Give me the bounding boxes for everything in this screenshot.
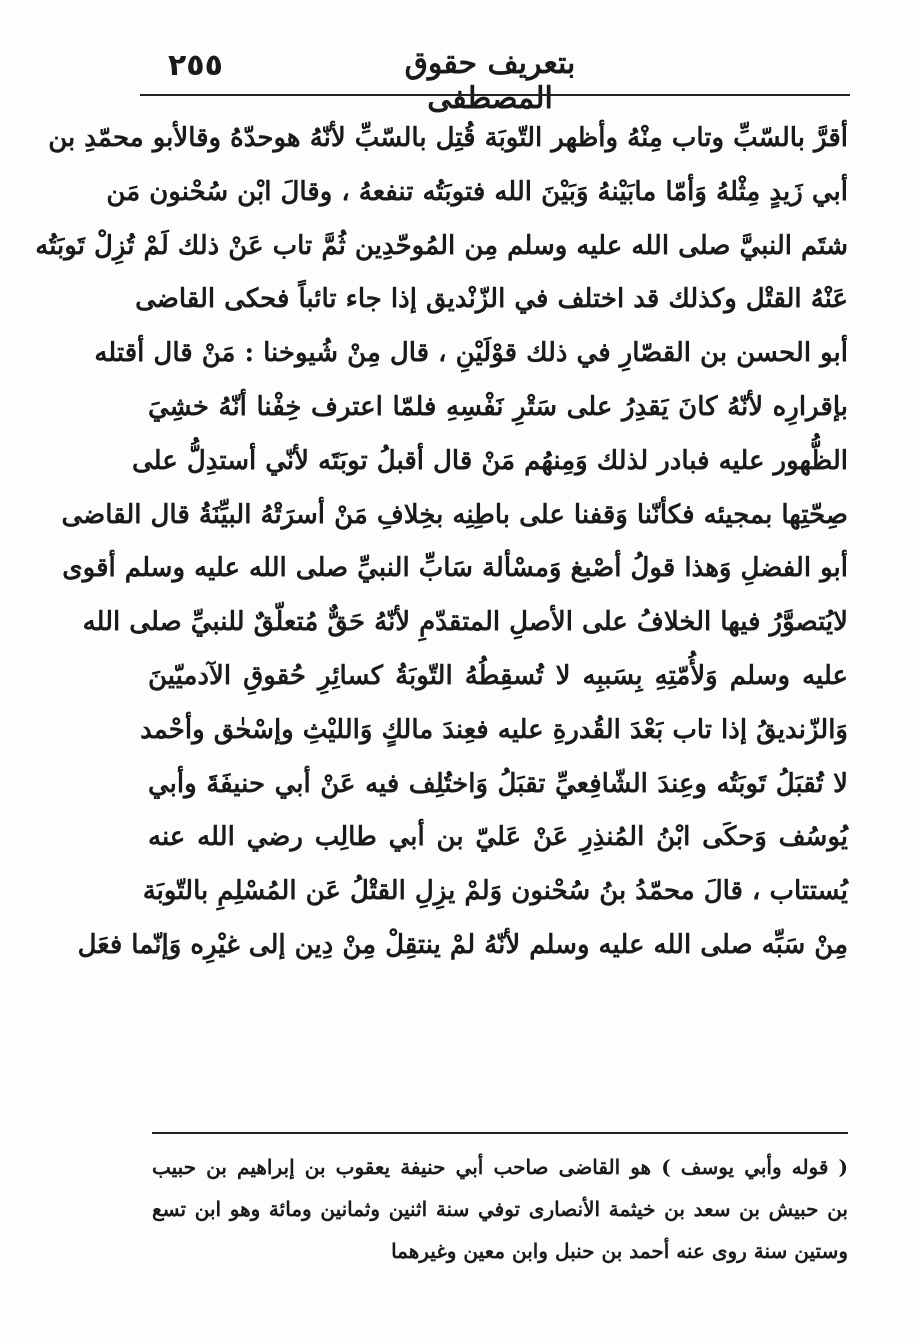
text-line: أبو الحسن بن القصّارِ في ذلك قوْلَيْنِ ، قال مِنْ شُيوخنا : مَنْ قال أقتله (94, 338, 848, 369)
text-line: يُوسُف وَحكَى ابْنُ المُنذِرِ عَنْ عَليّ بن أبي طالِب رضي الله عنه (148, 822, 848, 853)
text-line: لايُتصوَّرُ فيها الخلافُ على الأصلِ المتقدّمِ لأنّهُ حَقٌّ مُتعلّقٌ للنبيِّ صلى الله (82, 607, 848, 638)
text-line: عَنْهُ القتْل وكذلك قد اختلف في الزّنْديق إذا جاء تائباً فحكى القاضى (135, 284, 848, 315)
footnote-line: وستين سنة روى عنه أحمد بن حنبل وابن معين وغيرهما (391, 1239, 848, 1263)
text-line: أبي زَيدٍ مِثْلهُ وَأمّا مابَيْنهُ وَبَيْنَ الله فتوبَتُه تنفعهُ ، وقالَ ابْن سُحْنون مَن (106, 176, 848, 207)
footnote-rule (152, 1132, 848, 1134)
main-text (35, 112, 848, 973)
text-line: أقرَّ بالسّبِّ وتاب مِنْهُ وأظهر التّوبَة قُتِل بالسّبِّ لأنّهُ هوحدّهُ وقالأبو محمّدِ بن (48, 123, 848, 153)
footnote-line: بن حبيش بن سعد بن خيثمة الأنصارى توفي سنة اثنين وثمانين ومائة وهو ابن تسع (152, 1197, 848, 1221)
text-line: لا تُقبَلُ تَوبَتُه وعِندَ الشّافِعيِّ تقبَلُ وَاختُلِف فيه عَنْ أبي حنيفَةَ وأبي (148, 768, 848, 799)
text-line: الظُّهور عليه فبادر لذلك وَمِنهُم مَنْ قال أقبلُ توبَتَه لأنّي أستدِلُّ على (131, 445, 848, 476)
footnote-line: ( قوله وأبي يوسف ) هو القاضى صاحب أبي حنيفة يعقوب بن إبراهيم بن حبيب (152, 1155, 848, 1179)
text-line: بإقرارِه لأنّهُ كانَ يَقدِرُ على سَتْرِ نَفْسِهِ فلمّا اعترف خِفْنا أنّهُ خشِيَ (148, 391, 848, 422)
text-line: أبو الفضلِ وَهذا قولُ أصْبغ وَمسْألة سَابِّ النبيِّ صلى الله عليه وسلم أقوى (62, 553, 848, 584)
text-line: مِنْ سَبِّه صلى الله عليه وسلم لأنّهُ لمْ ينتقِلْ مِنْ دِين إلى غيْرِه وَإنّما فعَل (77, 929, 848, 960)
running-title: بتعريف حقوق المصطفى (404, 46, 576, 116)
text-line: صِحّتِها بمجيئه فكأنّنا وَقفنا على باطِنِه بخِلافِ مَنْ أسرَتْهُ البيِّنَةُ قال القاضى (61, 499, 848, 530)
text-line: يُستتاب ، قالَ محمّدُ بنُ سُحْنون وَلمْ يزِلِ القتْلُ عَن المُسْلِمِ بالتّوبَة (142, 876, 848, 907)
text-line: شتَم النبيَّ صلى الله عليه وسلم مِن المُوحّدِين ثُمَّ تاب عَنْ ذلك لَمْ تُزِلْ تَوبَتُه (35, 230, 848, 261)
page-number: ٢٥٥ (168, 48, 223, 83)
footnote (152, 1146, 848, 1272)
text-line: وَالزّنديقُ إذا تاب بَعْدَ القُدرةِ عليه فعِندَ مالكٍ وَالليْثِ وإسْحٰق وأحْمد (140, 714, 848, 745)
page-header (140, 40, 850, 116)
text-line: عليه وسلم وَلأُمّتِهِ بِسَببِه لا تُسقِطُهُ التّوبَةُ كسائِرِ حُقوقِ الآدميّينَ (148, 660, 848, 691)
header-rule (140, 94, 850, 96)
